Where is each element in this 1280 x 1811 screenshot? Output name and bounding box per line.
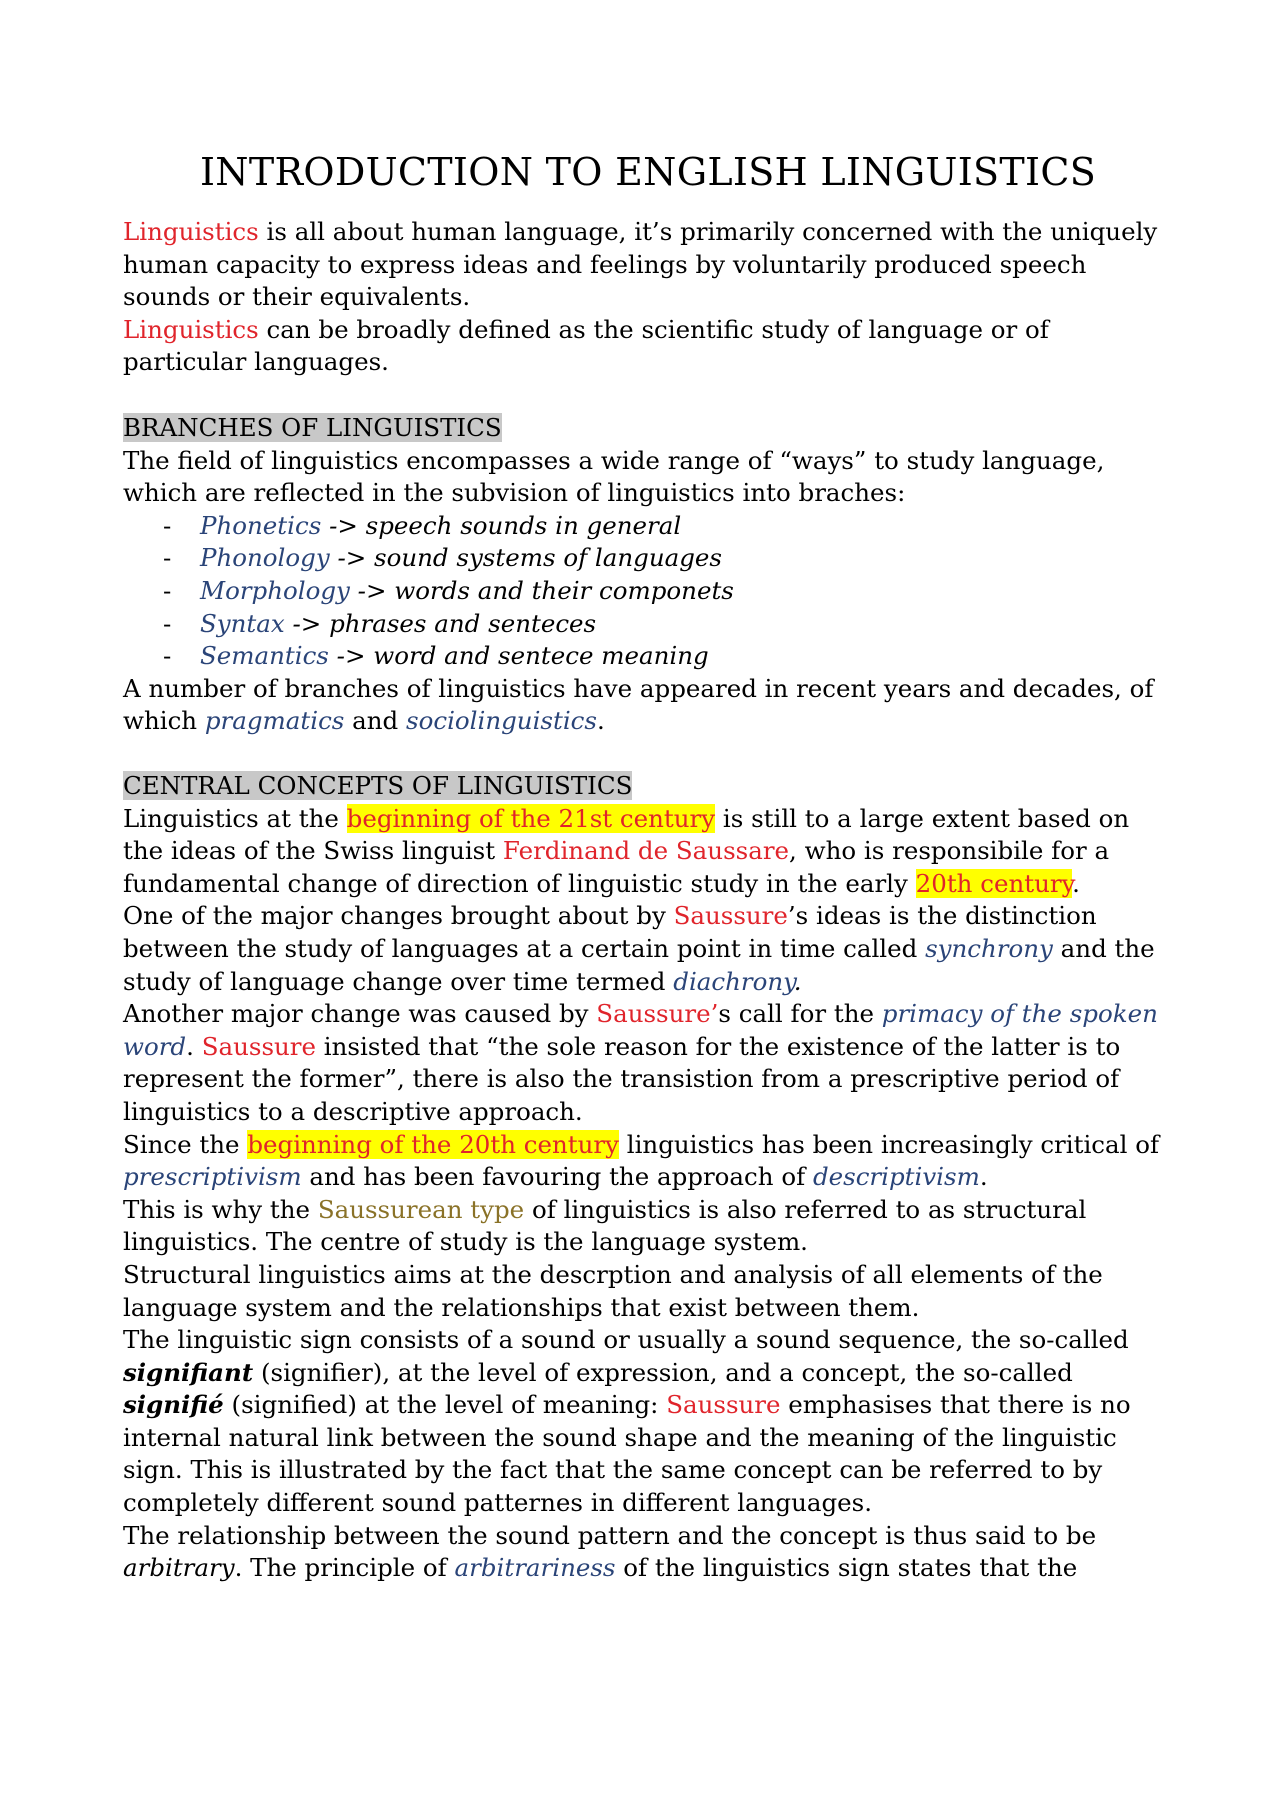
list-item [123,510,1173,543]
branches-heading-line [123,412,1173,445]
intro-paragraph-1 [123,216,1173,314]
term-primacy-spoken-word: primacy of the spoken word [123,999,1158,1061]
central-heading-line [123,770,1173,803]
branches-list [123,510,1173,673]
term-prescriptivism: prescriptivism [123,1162,302,1192]
branches-intro: The field of linguistics encompasses a wide range of “ways” to study language, which are reflected in the subvision of linguistics into braches: [123,445,1105,508]
central-paragraph-8 [123,1520,1173,1585]
bullet-dash: - [163,543,172,573]
text-run: . [1072,868,1080,898]
text-run: ’s ideas is the distinction between the study of languages at a certain point in time called [123,901,1097,963]
branches-heading: BRANCHES OF LINGUISTICS [123,413,502,442]
branch-term: Morphology [200,575,350,605]
text-run: insisted that “the sole reason for the existence of the latter is to represent the former”, there is also the transistion from a prescriptive period of linguistics to a descriptive approach. [123,1031,1121,1126]
central-paragraph-7 [123,1324,1173,1520]
list-item [123,575,1173,608]
document-title: INTRODUCTION TO ENGLISH LINGUISTICS [199,150,1097,194]
term-sociolinguistics: sociolinguistics [406,706,597,736]
branch-desc: -> speech sounds in general [321,510,682,540]
central-paragraph-5 [123,1194,1173,1259]
text-run: is still to a large extent based on the ideas of the Swiss linguist [123,803,1130,866]
text-run: and has been favouring the approach of [301,1162,813,1192]
term-arbitrary: arbitrary [123,1553,235,1583]
term-synchrony: synchrony [925,933,1053,963]
text-run: . [186,1031,202,1061]
text-run: . [596,706,605,736]
central-paragraph-6: Structural linguistics aims at the descrption and analysis of all elements of the language system and the relationships that exist between them. [123,1259,1103,1322]
text-run: Linguistics at the [123,803,347,833]
text-run: of the linguistics sign states that the [615,1553,1078,1583]
text-run: emphasises that there is no internal natural link between the sound shape and the meaning of the linguistic sign. This is illustrated by the fact that the same concept can be referred to by completely different sound patternes in different languages. [123,1390,1131,1518]
list-item [123,608,1173,641]
highlight-21st-century: beginning of the 21st century [346,803,716,833]
term-diachrony: diachrony [673,966,794,996]
highlight-20th-century: beginning of the 20th century [247,1129,619,1159]
central-heading: CENTRAL CONCEPTS OF LINGUISTICS [123,771,633,800]
term-arbitrariness: arbitrariness [454,1553,616,1583]
branch-desc: -> words and their componets [349,575,734,605]
text-run: , who is responsibile for a fundamental change of direction of linguistic study in the early [123,836,1110,898]
text-run: is all about human language, it’s primarily concerned with the uniquely human capacity to express ideas and feelings by voluntarily produced speech sounds or their equivalents. [123,217,1158,312]
branch-term: Phonology [200,543,330,573]
bullet-dash: - [163,510,172,540]
text-run: of linguistics is also referred to as structural linguistics. The centre of study is the language system. [123,1194,1087,1257]
central-paragraph-1 [123,803,1173,901]
branch-desc: -> phrases and senteces [284,608,597,638]
branch-desc: -> word and sentece meaning [328,641,709,671]
name-saussure: Ferdinand de Saussare [502,836,790,866]
name-saussure: Saussure [673,901,788,931]
text-run: Another major change was caused by [123,999,597,1029]
text-run: One of the major changes brought about by [123,901,674,931]
term-pragmatics: pragmatics [204,706,345,736]
branches-outro [123,673,1173,738]
bullet-dash: - [163,641,172,671]
name-saussure: Saussure’ [596,999,719,1029]
name-saussure: Saussure [666,1390,781,1420]
text-run: This is why the [123,1194,318,1224]
branch-term: Semantics [200,641,329,671]
text-run: A number of branches of linguistics have appeared in recent years and decades, of which [123,673,1154,736]
text-run: . [793,966,802,996]
list-item [123,640,1173,673]
term-signifiant: signifiant [123,1357,254,1387]
central-paragraph-4 [123,1129,1173,1194]
text-run: and the study of language change over time termed [123,933,1155,996]
text-run: Since the [123,1129,248,1159]
branches-section [123,412,1173,738]
text-run: can be broadly defined as the scientific study of language or of particular languages. [123,314,1049,377]
term-descriptivism: descriptivism [812,1162,980,1192]
branch-desc: -> sound systems of languages [329,543,722,573]
term-linguistics: Linguistics [123,217,259,246]
branch-term: Syntax [200,608,285,638]
list-item [123,542,1173,575]
text-run: . [979,1162,988,1192]
central-section [123,770,1173,1585]
highlight-20th-century: 20th century [915,868,1073,898]
term-linguistics: Linguistics [123,314,259,344]
text-run: (signifier), at the level of expression, and a concept, the so-called [253,1357,1073,1387]
text-run: (signified) at the level of meaning: [223,1390,667,1420]
text-run: . The principle of [234,1553,455,1583]
central-paragraph-3 [123,998,1173,1128]
text-run: and [344,706,407,736]
branch-term: Phonetics [200,510,322,540]
central-paragraph-2 [123,900,1173,998]
term-saussurean-type: Saussurean type [317,1194,525,1224]
text-run: The relationship between the sound pattern and the concept is thus said to be [123,1520,1097,1550]
text-run: The linguistic sign consists of a sound or usually a sound sequence, the so-called [123,1325,1129,1355]
intro-section [123,216,1173,379]
text-run: s call for the [718,999,882,1029]
bullet-dash: - [163,608,172,638]
intro-paragraph-2 [123,314,1173,379]
text-run: linguistics has been increasingly critical of [618,1129,1160,1159]
name-saussure: Saussure [201,1031,317,1061]
bullet-dash: - [163,575,172,605]
term-signifie: signifié [123,1390,224,1420]
